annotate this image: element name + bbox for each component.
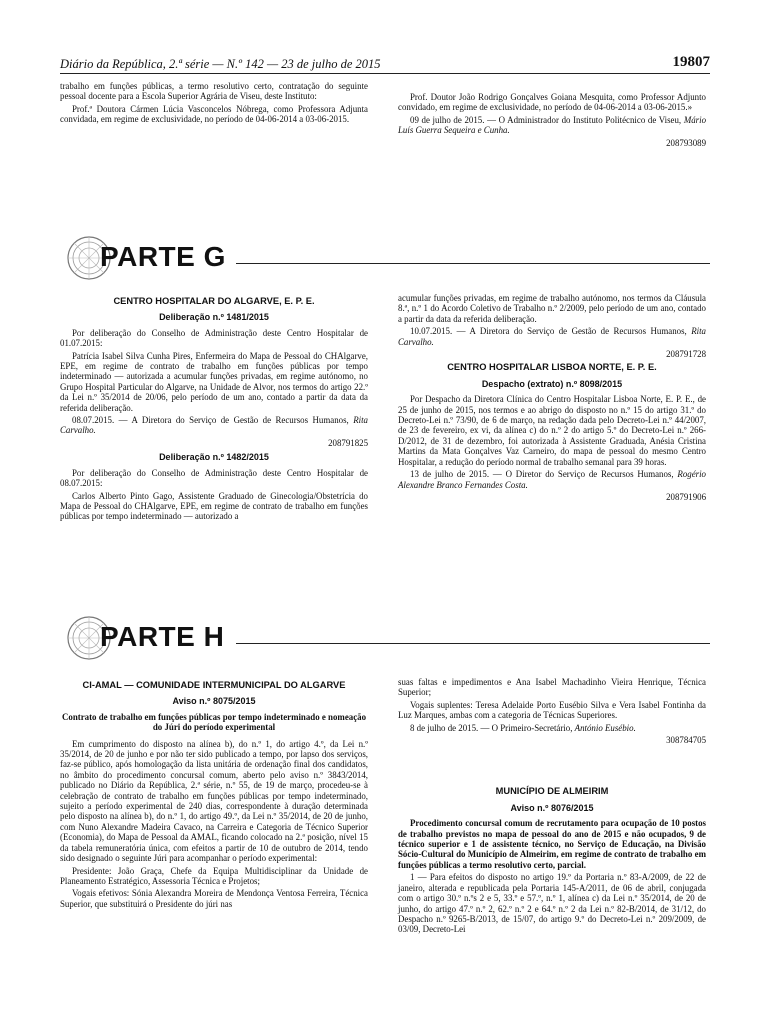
- reference-number: 208791906: [666, 491, 706, 502]
- parte-title: PARTE G: [100, 241, 226, 272]
- paragraph: Vogais suplentes: Teresa Adelaide Porto Eusébio Silva e Vera Isabel Fontinha da Luz Marques, ambas com a categoria de Técnicas Superiores.: [398, 699, 706, 721]
- notice-title: Aviso n.º 8075/2015: [172, 696, 256, 707]
- reference-number: 208793089: [666, 137, 706, 148]
- organization-heading: MUNICÍPIO DE ALMEIRIM: [495, 786, 609, 797]
- reference-number: 208791728: [666, 349, 706, 360]
- signature-name: Rita Carvalho.: [398, 326, 706, 347]
- header-page-number: 19807: [672, 54, 710, 70]
- section-divider: [236, 643, 710, 644]
- paragraph: Por deliberação do Conselho de Administração deste Centro Hospitalar de 01.07.2015:: [60, 327, 368, 349]
- paragraph: trabalho em funções públicas, a termo resolutivo certo, contratação do seguinte pessoal docente para a Escola Superior Agrária de Viseu, deste Instituto:: [60, 81, 368, 102]
- signature-text: 8 de julho de 2015. — O Primeiro-Secretário,: [410, 722, 575, 733]
- signature-text: 10.07.2015. — A Diretora do Serviço de Gestão de Recursos Humanos,: [410, 326, 692, 337]
- paragraph: Patrícia Isabel Silva Cunha Pires, Enfermeira do Mapa de Pessoal do CHAlgarve, EPE, em regime de contrato de trabalho em funções públicas por tempo indeterminado — autorizada a acumular funções privadas, em regime autónomo, no Grupo Hospital Particular do Algarve, na Unidade de Alvor, nos termos do artigo 22.º da Lei n.º 35/2014 de 20/06, pelo período de um ano, contado a partir da data da referida deliberação.: [60, 350, 368, 413]
- parte-h-left-column: [60, 677, 368, 911]
- reference-number: 208791825: [328, 437, 368, 448]
- paragraph: suas faltas e impedimentos e Ana Isabel Machadinho Vieira Henrique, Técnica Superior;: [398, 677, 706, 698]
- spacer: [398, 747, 706, 783]
- paragraph: Prof. Doutor João Rodrigo Gonçalves Goiana Mesquita, como Professor Adjunto convidado, em regime de exclusividade, no período de 04-06-2014 a 03-06-2015.»: [398, 92, 706, 113]
- deliberation-title: Deliberação n.º 1482/2015: [159, 452, 269, 463]
- organization-heading: CI-AMAL — COMUNIDADE INTERMUNICIPAL DO ALGARVE: [82, 680, 346, 690]
- section-divider: [236, 263, 710, 264]
- signature-paragraph: [60, 415, 368, 436]
- paragraph: Presidente: João Graça, Chefe da Equipa Multidisciplinar da Unidade de Planeamento Estratégico, Assessoria Técnica e Projetos;: [60, 865, 368, 886]
- dispatch-title: Despacho (extrato) n.º 8098/2015: [481, 378, 623, 389]
- parte-title: PARTE H: [100, 621, 225, 652]
- procedure-heading: Procedimento concursal comum de recrutamento para ocupação de 10 postos de trabalho previstos no mapa de pessoal do ano de 2015 e não ocupados, 9 de técnico superior e 1 de assistente técnico, no Serviço de Educação, na Divisão Sócio-Cultural do Município de Almeirim, em regime de contrato de trabalho em funções públicas a termo resolutivo certo, parcial.: [398, 818, 706, 870]
- notice-title: Aviso n.º 8076/2015: [510, 802, 594, 813]
- page-header: [60, 54, 710, 74]
- paragraph: Por Despacho da Diretora Clínica do Centro Hospitalar Lisboa Norte, E. P. E., de 25 de junho de 2015, nos termos e ao abrigo do disposto no n.º 15 do artigo 31.º do Decreto-Lei n.º 73/90, de 6 de março, na redação dada pelo Decreto-Lei n.º 44/2007, de 23 de fevereiro, ex vi, da alínea c) do n.º 2 do artigo 5.º do Decreto-Lei n.º 266-D/2012, de 31 de dezembro, foi autorizada à Assistente Graduada, Anésia Cristina Martins da Mata Gonçalves Vaz Carneiro, do mapa de pessoal do mesmo Centro Hospitalar, a redução do período normal de trabalho semanal para 39 horas.: [398, 394, 706, 467]
- reference-number: 308784705: [666, 735, 706, 746]
- parte-h-banner: [60, 615, 710, 665]
- top-right-column: [398, 92, 706, 150]
- parte-g-left-column: [60, 293, 368, 524]
- signature-paragraph: [398, 469, 706, 490]
- paragraph: acumular funções privadas, em regime de trabalho autónomo, nos termos da Cláusula 8.ª, n.º 1 do Acordo Coletivo de Trabalho n.º 2/2009, pelo período de um ano, contado a partir da data da referida deliberação.: [398, 293, 706, 324]
- paragraph: Em cumprimento do disposto na alínea b), do n.º 1, do artigo 4.º, da Lei n.º 35/2014, de 20 de junho e por não ter sido publicado a tempo, por lapso dos serviços, faz-se público, após homologação da lista unitária de ordenação final dos candidatos, no âmbito do procedimento concursal comum, aberto pelo aviso n.º 3843/2014, publicado no Diário da República, 2.ª série, n.º 55, de 19 de março, procedeu-se à celebração de contrato de trabalho em funções públicas por tempo indeterminado, sujeito a período experimental de 240 dias, correspondente à duração determinada pelo disposto na alínea b), do n.º 1, do artigo 49.º, da Lei n.º 35/2014, de 20 de junho, com Nuno Alexandre Madeira Cavaco, na Carreira e Categoria de Técnico Superior (Economia), do Mapa de Pessoal da AMAL, ficando colocado na 2.ª posição, nível 15 da tabela remuneratória única, com efeitos a partir de 10 de outubro de 2014, tendo sido designado o seguinte Júri para acompanhar o período experimental:: [60, 738, 368, 864]
- paragraph: 1 — Para efeitos do disposto no artigo 19.º da Portaria n.º 83-A/2009, de 22 de janeiro, alterada e republicada pela Portaria 145-A/2011, de 06 de abril, conjugada com o artigo 30.º n.ºs 2 e 5, 33.º e 57.º, n.º 1, alínea c) da Lei n.º 35/2014, de 20 de junho, do artigo 47.º n.º 2, 62.º n.º 2 e 64.º n.º 2 da Lei n.º 82-B/2014, de 31/12, do Despacho n.º 9265-B/2013, de 15/07, do artigo 9.º do Decreto-Lei n.º 209/2009, de 03/09, Decreto-Lei: [398, 872, 706, 935]
- organization-heading: CENTRO HOSPITALAR DO ALGARVE, E. P. E.: [113, 296, 315, 306]
- signature-text: 08.07.2015. — A Diretora do Serviço de Gestão de Recursos Humanos,: [72, 415, 354, 426]
- signature-name: António Eusébio.: [574, 722, 636, 733]
- notice-subtitle: Contrato de trabalho em funções públicas por tempo indeterminado e nomeação do Júri do período experimental: [61, 711, 367, 733]
- signature-name: Mário Luís Guerra Sequeira e Cunha.: [398, 114, 706, 136]
- signature-name: Rita Carvalho.: [60, 415, 368, 436]
- signature-name: Rogério Alexandre Branco Fernandes Costa.: [398, 469, 706, 490]
- parte-h-right-column: [398, 677, 706, 937]
- parte-g-right-column: [398, 293, 706, 504]
- paragraph: Carlos Alberto Pinto Gago, Assistente Graduado de Ginecologia/Obstetrícia do Mapa de Pessoal do CHAlgarve, EPE, em regime de contrato de trabalho em funções públicas por tempo indeterminado — autorizado a: [60, 490, 368, 522]
- organization-heading: CENTRO HOSPITALAR LISBOA NORTE, E. P. E.: [447, 362, 657, 373]
- paragraph: Por deliberação do Conselho de Administração deste Centro Hospitalar de 08.07.2015:: [60, 467, 368, 489]
- signature-text: 09 de julho de 2015. — O Administrador do Instituto Politécnico de Viseu,: [410, 114, 684, 125]
- signature-paragraph: [398, 115, 706, 136]
- signature-paragraph: [398, 723, 706, 733]
- header-publication: Diário da República, 2.ª série — N.º 142 — 23 de julho de 2015: [60, 57, 381, 71]
- paragraph: Vogais efetivos: Sónia Alexandra Moreira de Mendonça Ventosa Ferreira, Técnica Superior, que substituirá o Presidente do júri nas: [60, 888, 368, 909]
- deliberation-title: Deliberação n.º 1481/2015: [159, 312, 269, 323]
- signature-text: 13 de julho de 2015. — O Diretor do Serviço de Recursos Humanos,: [410, 469, 678, 480]
- signature-paragraph: [398, 326, 706, 347]
- top-left-column: [60, 81, 368, 127]
- parte-g-banner: [60, 235, 710, 285]
- paragraph: Prof.ª Doutora Cármen Lúcia Vasconcelos Nóbrega, como Professora Adjunta convidada, em regime de exclusividade, no período de 04-06-2014 a 03-06-2015.: [60, 103, 368, 125]
